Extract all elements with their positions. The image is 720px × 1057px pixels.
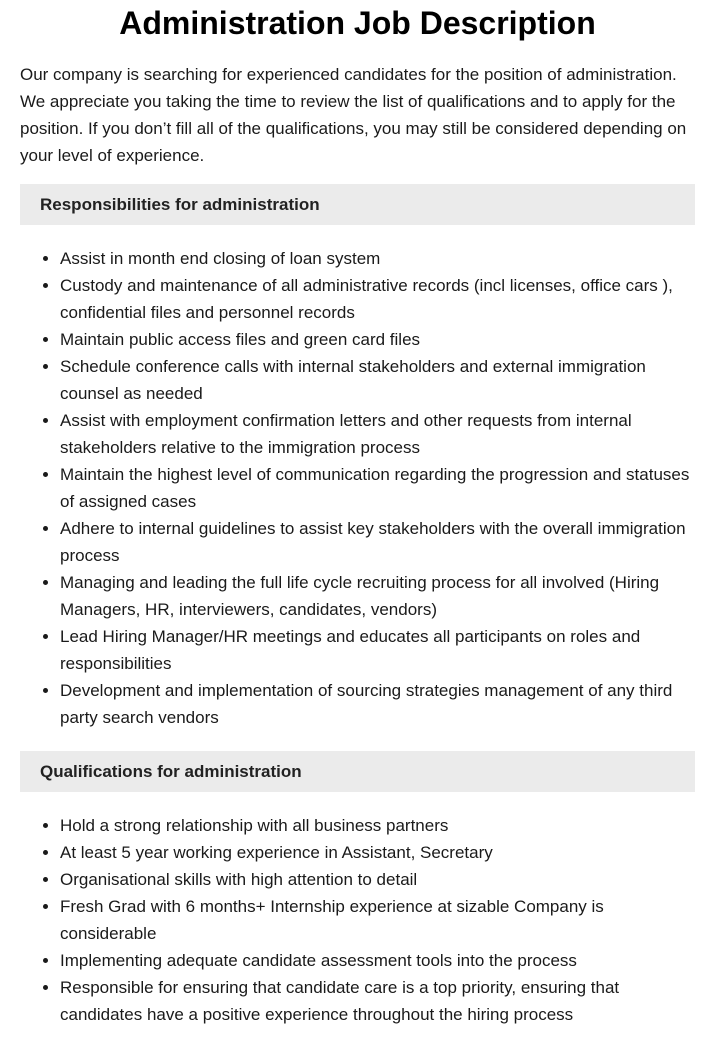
page-title: Administration Job Description (119, 5, 596, 41)
list-item: • Custody and maintenance of all administrative records (incl licenses, office cars ), confidential files and personnel records (60, 272, 695, 326)
list-item: • Schedule conference calls with internal stakeholders and external immigration counsel as needed (60, 353, 695, 407)
list-item: • Lead Hiring Manager/HR meetings and educates all participants on roles and responsibilities (60, 623, 695, 677)
list-item: • Organisational skills with high attention to detail (60, 866, 695, 893)
qualifications-list (20, 812, 695, 1028)
list-item: • Assist in month end closing of loan system (60, 245, 695, 272)
list-item: • Development and implementation of sourcing strategies management of any third party search vendors (60, 677, 695, 731)
list-item: • Managing and leading the full life cycle recruiting process for all involved (Hiring Managers, HR, interviewers, candidates, vendors) (60, 569, 695, 623)
list-item: • Maintain public access files and green card files (60, 326, 695, 353)
list-item: • Hold a strong relationship with all business partners (60, 812, 695, 839)
list-item: • Maintain the highest level of communication regarding the progression and statuses of assigned cases (60, 461, 695, 515)
list-item: • Fresh Grad with 6 months+ Internship experience at sizable Company is considerable (60, 893, 695, 947)
responsibilities-heading: Responsibilities for administration (20, 184, 695, 225)
list-item: • Adhere to internal guidelines to assist key stakeholders with the overall immigration process (60, 515, 695, 569)
list-item: • At least 5 year working experience in Assistant, Secretary (60, 839, 695, 866)
list-item: • Responsible for ensuring that candidate care is a top priority, ensuring that candidates have a positive experience throughout the hiring process (60, 974, 695, 1028)
list-item: • Assist with employment confirmation letters and other requests from internal stakeholders relative to the immigration process (60, 407, 695, 461)
responsibilities-list (20, 245, 695, 731)
qualifications-heading: Qualifications for administration (20, 751, 695, 792)
list-item: • Implementing adequate candidate assessment tools into the process (60, 947, 695, 974)
intro-paragraph: Our company is searching for experienced candidates for the position of administration. We appreciate you taking the time to review the list of qualifications and to apply for the position. If you don’t fill all of the qualifications, you may still be considered depending on your level of experience. (20, 65, 687, 165)
